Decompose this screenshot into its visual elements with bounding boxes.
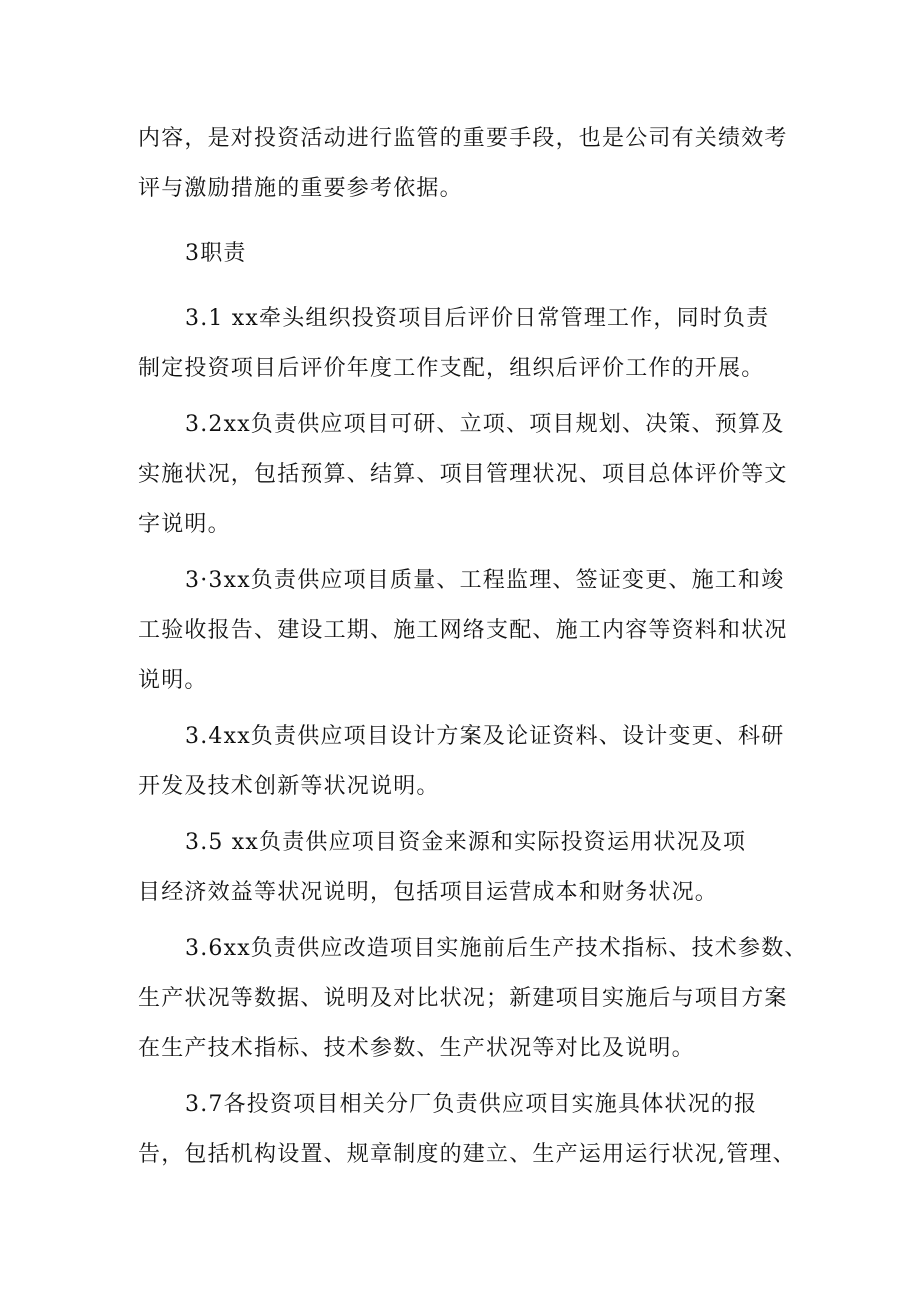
text-line: 3·3xx负责供应项目质量、工程监理、签证变更、施工和竣 xyxy=(185,568,785,593)
text-line: 内容，是对投资活动进行监管的重要手段，也是公司有关绩效考 xyxy=(138,126,788,151)
text-line: 3.4xx负责供应项目设计方案及论证资料、设计变更、科研 xyxy=(185,724,785,749)
text-line: 3.2xx负责供应项目可研、立项、项目规划、决策、预算及 xyxy=(185,412,785,437)
text-line: 3.5 xx负责供应项目资金来源和实际投资运用状况及项 xyxy=(185,830,747,855)
text-line: 工验收报告、建设工期、施工网络支配、施工内容等资料和状况 xyxy=(138,618,788,643)
text-line: 告，包括机构设置、规章制度的建立、生产运用运行状况,管理、 xyxy=(138,1142,796,1167)
text-line: 在生产技术指标、技术参数、生产状况等对比及说明。 xyxy=(138,1036,695,1061)
text-line: 目经济效益等状况说明，包括项目运营成本和财务状况。 xyxy=(138,880,719,905)
text-line: 开发及技术创新等状况说明。 xyxy=(138,774,440,799)
text-line: 生产状况等数据、说明及对比状况；新建项目实施后与项目方案 xyxy=(138,986,788,1011)
text-line: 实施状况，包括预算、结算、项目管理状况、项目总体评价等文 xyxy=(138,462,788,487)
text-line: 评与激励措施的重要参考依据。 xyxy=(138,176,463,201)
section-heading: 3职责 xyxy=(185,241,247,266)
text-line: 说明。 xyxy=(138,668,208,693)
text-line: 字说明。 xyxy=(138,512,231,537)
text-line: 3.1 xx牵头组织投资项目后评价日常管理工作，同时负责 xyxy=(185,306,770,331)
text-line: 3.7各投资项目相关分厂负责供应项目实施具体状况的报 xyxy=(185,1092,758,1117)
text-line: 制定投资项目后评价年度工作支配，组织后评价工作的开展。 xyxy=(138,356,765,381)
text-line: 3.6xx负责供应改造项目实施前后生产技术指标、技术参数、 xyxy=(185,936,808,961)
